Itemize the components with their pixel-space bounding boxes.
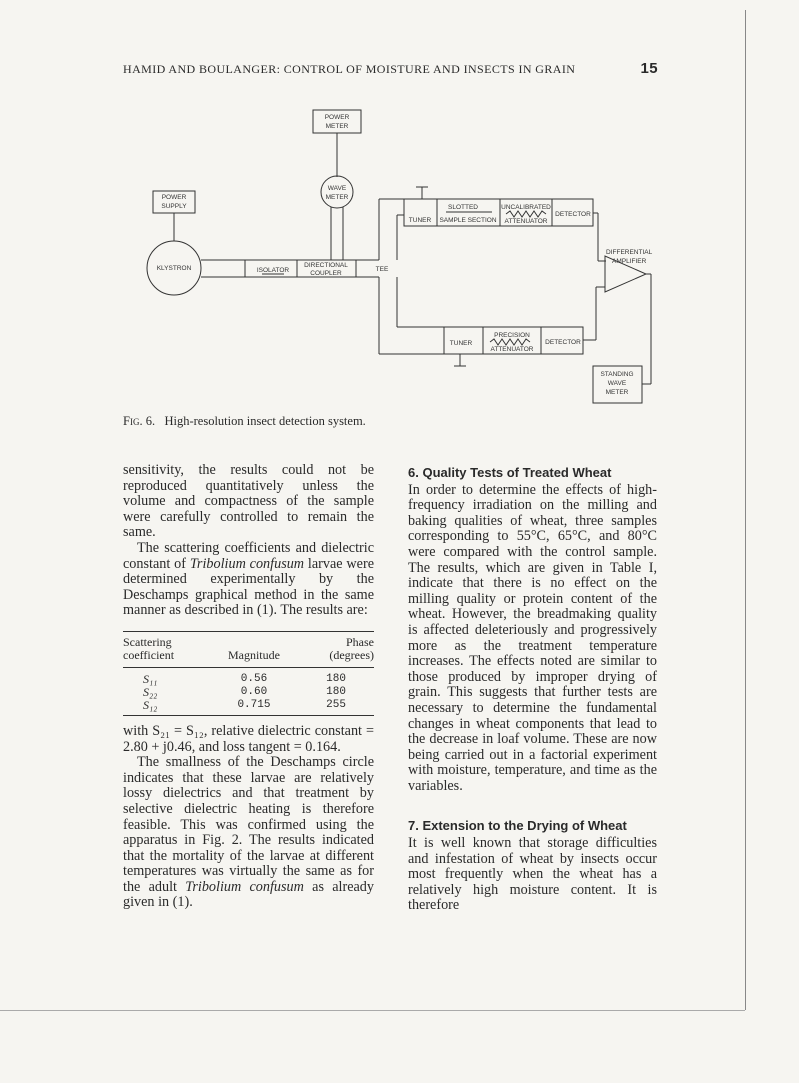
power-meter-label-1: POWER	[324, 114, 350, 121]
left-column	[123, 463, 374, 911]
detector-top-label: DETECTOR	[555, 211, 591, 218]
table-header-magnitude: Magnitude	[227, 647, 280, 662]
table-header-phase: Phase (degrees)	[329, 634, 374, 662]
tuner-top-label: TUNER	[408, 217, 432, 224]
tee-label: TEE	[375, 266, 389, 273]
wave-meter-label-1: WAVE	[327, 185, 347, 192]
power-meter-box	[313, 110, 361, 133]
uncalibrated-label-1: UNCALIBRATED	[501, 204, 551, 211]
klystron-label: KLYSTRON	[156, 265, 192, 272]
figure-caption-label: Fig. 6.	[123, 414, 156, 428]
tuner-bottom-label: TUNER	[449, 340, 473, 347]
directional-coupler-label-2: COUPLER	[310, 270, 342, 277]
table-row: S₂₂ 0.60 180	[143, 684, 346, 699]
directional-coupler-label-1: DIRECTIONAL	[304, 262, 348, 269]
paragraph-deschamps: The smallness of the Deschamps circle indicates that these larvae are relatively lossy dielectrics and that treatment by selective dielectric heating is therefore feasible. This was confirmed using the apparatus in Fig. 2. The results indicated that the mortality of the larvae at different temperatures was virtually the same as for the adult Tribolium confusum as already given in (1).	[123, 754, 374, 911]
power-meter-label-2: METER	[325, 123, 349, 130]
power-supply-label-2: SUPPLY	[161, 203, 187, 210]
upper-arm	[404, 187, 593, 226]
detector-bottom-label: DETECTOR	[545, 339, 581, 346]
table-header-coefficient: Scattering coefficient	[123, 634, 175, 662]
species-name: Tribolium confusum	[189, 555, 305, 572]
paragraph-drying: It is well known that storage difficulties and infestation of wheat by insects occur most frequently when the wheat has a relatively high moisture content. It is therefore	[408, 835, 657, 914]
uncalibrated-label-2: ATTENUATOR	[504, 218, 548, 225]
precision-label-2: ATTENUATOR	[490, 346, 534, 353]
swm-label-1: STANDING	[600, 371, 634, 378]
figure-caption-text: High-resolution insect detection system.	[164, 414, 366, 428]
page-edge-bottom	[0, 1010, 745, 1011]
species-name: Tribolium confusum	[185, 878, 304, 895]
running-title: HAMID AND BOULANGER: CONTROL OF MOISTURE AND INSECTS IN GRAIN	[123, 62, 576, 76]
diff-amp-label-2: AMPLIFIER	[612, 258, 647, 265]
right-column	[408, 465, 657, 914]
isolator-label: ISOLATOR	[256, 267, 290, 274]
power-supply-box	[153, 191, 195, 213]
precision-label-1: PRECISION	[494, 332, 530, 339]
power-supply-label-1: POWER	[161, 194, 187, 201]
section-heading-quality-tests: 6. Quality Tests of Treated Wheat	[408, 465, 612, 480]
table-row: S₁₂ 0.715 255	[123, 699, 374, 716]
paragraph-dielectric-constant: with S₂₁ = S₁₂, relative dielectric constant = 2.80 + j0.46, and loss tangent = 0.164.	[123, 722, 374, 755]
wave-meter-label-2: METER	[325, 194, 349, 201]
swm-label-3: METER	[605, 389, 629, 396]
section-heading-drying: 7. Extension to the Drying of Wheat	[408, 818, 627, 834]
figure-caption	[123, 414, 366, 429]
differential-amplifier	[605, 249, 653, 292]
table-row: S₁₁ 0.56 180	[143, 671, 346, 686]
swm-label-2: WAVE	[607, 380, 627, 387]
slotted-label-2: SAMPLE SECTION	[439, 217, 497, 224]
diff-amp-label-1: DIFFERENTIAL	[606, 249, 653, 256]
paragraph-scattering: The scattering coefficients and dielectric constant of Tribolium confusum larvae were determined experimentally by the Deschamps graphical method in the same manner as described in (1). The results are:	[123, 539, 374, 619]
scattering-table	[123, 631, 374, 716]
slotted-label-1: SLOTTED	[448, 204, 478, 211]
block-diagram	[0, 0, 799, 440]
paragraph-sensitivity: sensitivity, the results could not be reproduced quantitatively unless the volume and compactness of the sample were carefully controlled to remain the same.	[123, 462, 374, 541]
paragraph-quality-tests: In order to determine the effects of high-frequency irradiation on the milling and baking qualities of wheat, three samples corresponding to 55°C, 65°C, and 80°C were compared with the control sample. The results, which are given in Table I, indicate that there is no effect on the milling quality or protein content of the wheat. However, the breadmaking quality is affected deleteriously and progressively more as the treatment temperature increases. The effects noted are similar to those produced by improper drying of grain. This suggests that further tests are necessary to determine the fundamental changes in wheat components that lead to the decrease in loaf volume. These are now being carried out in a factorial experiment with moisture, temperature, and time as the variables.	[408, 481, 657, 794]
page-number: 15	[640, 60, 658, 77]
klystron-circle	[147, 241, 201, 295]
lower-arm	[444, 327, 583, 366]
wave-meter-circle	[321, 176, 353, 208]
standing-wave-meter-box	[593, 366, 642, 403]
